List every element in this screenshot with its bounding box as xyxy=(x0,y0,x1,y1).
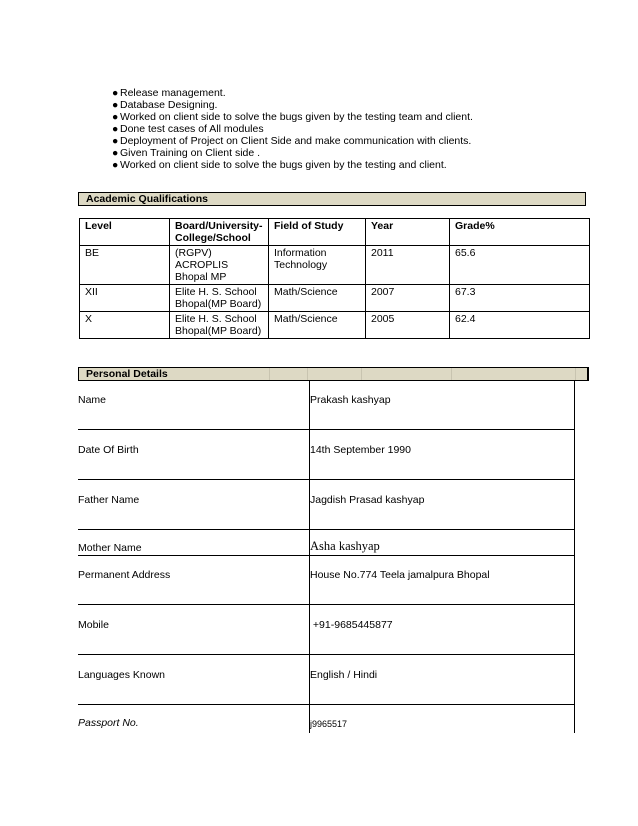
divider xyxy=(574,480,575,529)
table-row xyxy=(78,605,575,655)
row-label: Permanent Address xyxy=(78,569,171,581)
table-cell: 2007 xyxy=(366,285,450,312)
responsibilities-list xyxy=(112,87,473,171)
column-header: Field of Study xyxy=(269,219,366,246)
table-cell: 2005 xyxy=(366,312,450,339)
table-cell: 62.4 xyxy=(450,312,590,339)
column-header: Board/University-College/School xyxy=(170,219,269,246)
table-row xyxy=(78,705,575,733)
table-header-row xyxy=(80,219,590,246)
column-header: Year xyxy=(366,219,450,246)
bullet-icon: ● xyxy=(112,111,119,123)
row-label: Languages Known xyxy=(78,669,165,681)
bullet-text: Worked on client side to solve the bugs given by the testing team and client. xyxy=(120,111,473,123)
list-item xyxy=(112,111,473,123)
divider xyxy=(574,430,575,479)
bullet-text: Done test cases of All modules xyxy=(120,123,264,135)
table-row xyxy=(78,430,575,480)
divider xyxy=(575,368,576,380)
bullet-text: Release management. xyxy=(120,87,226,99)
table-cell: Information Technology xyxy=(269,246,366,285)
table-row xyxy=(78,380,575,430)
table-cell: XII xyxy=(80,285,170,312)
table-cell: Math/Science xyxy=(269,285,366,312)
table-cell: Elite H. S. School Bhopal(MP Board) xyxy=(170,285,269,312)
bullet-icon: ● xyxy=(112,147,119,159)
row-value: +91-9685445877 xyxy=(310,619,393,631)
divider xyxy=(574,556,575,604)
divider xyxy=(269,368,270,380)
row-value: Jagdish Prasad kashyap xyxy=(310,494,425,506)
divider xyxy=(574,705,575,733)
row-label: Name xyxy=(78,394,107,406)
table-cell: (RGPV) ACROPLIS Bhopal MP xyxy=(170,246,269,285)
section-title-text: Personal Details xyxy=(86,368,168,380)
divider xyxy=(574,605,575,654)
table-cell: BE xyxy=(80,246,170,285)
academic-table xyxy=(79,218,590,339)
table-row xyxy=(80,285,590,312)
row-label: Mobile xyxy=(78,619,109,631)
row-value: English / Hindi xyxy=(310,669,378,681)
bullet-icon: ● xyxy=(112,159,119,171)
table-cell: Elite H. S. School Bhopal(MP Board) xyxy=(170,312,269,339)
bullet-text: Deployment of Project on Client Side and make communication with clients. xyxy=(120,135,472,147)
bullet-icon: ● xyxy=(112,135,119,147)
list-item xyxy=(112,99,473,111)
table-cell: 67.3 xyxy=(450,285,590,312)
table-row xyxy=(78,480,575,530)
bullet-icon: ● xyxy=(112,87,119,99)
list-item xyxy=(112,147,473,159)
list-item xyxy=(112,87,473,99)
column-header: Level xyxy=(80,219,170,246)
row-label: Mother Name xyxy=(78,542,142,554)
divider xyxy=(574,655,575,704)
academic-section-title: Academic Qualifications xyxy=(78,192,586,206)
bullet-icon: ● xyxy=(112,99,119,111)
list-item xyxy=(112,135,473,147)
list-item xyxy=(112,159,473,171)
table-cell: 2011 xyxy=(366,246,450,285)
table-row xyxy=(78,655,575,705)
row-label: Date Of Birth xyxy=(78,444,139,456)
personal-details-table xyxy=(78,380,575,733)
list-item xyxy=(112,123,473,135)
bullet-text: Given Training on Client side . xyxy=(120,147,261,159)
row-value: Prakash kashyap xyxy=(310,394,391,406)
table-cell: 65.6 xyxy=(450,246,590,285)
table-row xyxy=(78,530,575,556)
column-header: Grade% xyxy=(450,219,590,246)
divider xyxy=(307,368,308,380)
row-value: House No.774 Teela jamalpura Bhopal xyxy=(310,569,490,581)
table-row xyxy=(80,312,590,339)
row-label: Father Name xyxy=(78,494,140,506)
bullet-text: Database Designing. xyxy=(120,99,218,111)
table-cell: X xyxy=(80,312,170,339)
divider xyxy=(574,380,575,429)
table-cell: Math/Science xyxy=(269,312,366,339)
row-label: Passport No. xyxy=(78,717,139,729)
personal-section-title xyxy=(78,367,589,381)
divider xyxy=(361,368,362,380)
table-row xyxy=(78,556,575,605)
divider xyxy=(451,368,452,380)
bullet-icon: ● xyxy=(112,123,119,135)
row-value: Asha kashyap xyxy=(310,539,380,553)
bullet-text: Worked on client side to solve the bugs given by the testing and client. xyxy=(120,159,447,171)
row-value: 14th September 1990 xyxy=(310,444,411,456)
table-row xyxy=(80,246,590,285)
divider xyxy=(574,530,575,555)
row-value: j9965517 xyxy=(310,719,348,729)
